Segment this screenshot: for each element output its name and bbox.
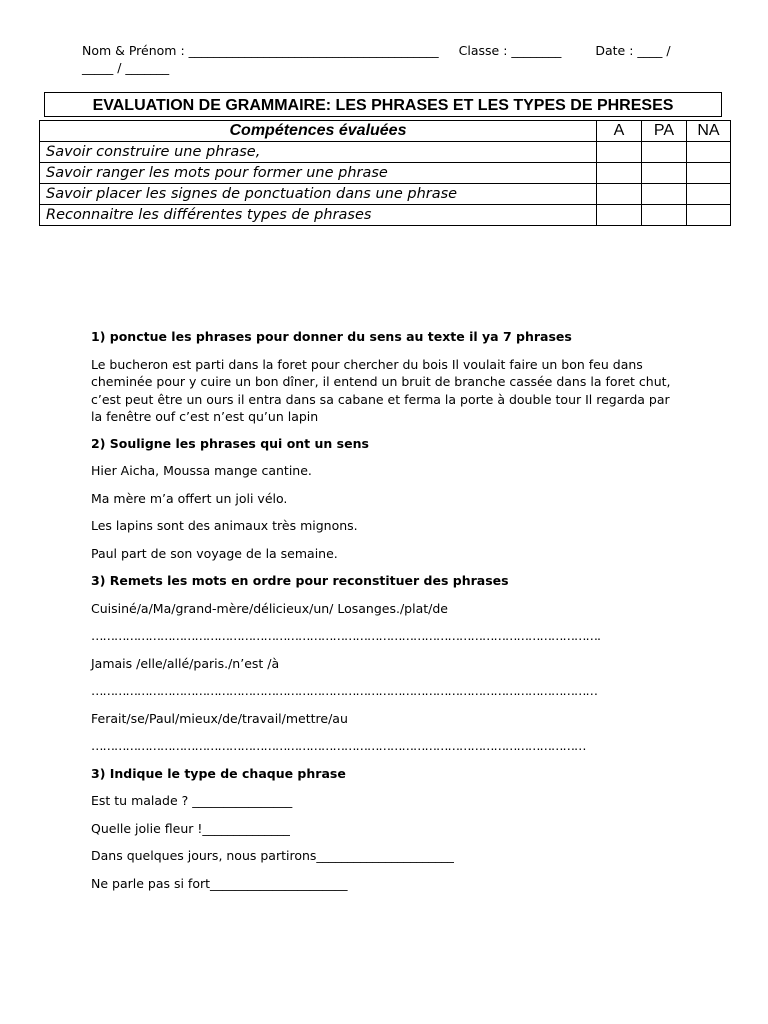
sentence-type-item[interactable]: Dans quelques jours, nous partirons______________________ [91,848,454,863]
exercises [91,328,681,902]
sentence-item: Les lapins sont des animaux très mignons. [91,518,358,533]
criterion-label: Savoir placer les signes de ponctuation dans une phrase [40,184,597,205]
answer-line[interactable]: ………………………………………………………………………………………………………………… [91,738,586,753]
sentence-type-item[interactable]: Est tu malade ? ________________ [91,793,293,808]
col-na-header: NA [687,121,731,142]
cell-pa[interactable] [642,184,687,205]
cell-pa[interactable] [642,163,687,184]
cell-a[interactable] [597,205,642,226]
sentence-item: Ma mère m’a offert un joli vélo. [91,490,288,506]
scrambled-words: Ferait/se/Paul/mieux/de/travail/mettre/au [91,710,348,726]
answer-line[interactable]: ……………………………………………………………………………………………………………………. [91,628,600,643]
date-field-continued[interactable]: _____ / _______ [82,60,170,75]
student-info-header [82,42,682,76]
name-field[interactable]: Nom & Prénom : ________________________________________ [82,43,439,58]
page-title: EVALUATION DE GRAMMAIRE: LES PHRASES ET LES TYPES DE PHRESES [44,92,722,117]
exercise-1-text: Le bucheron est parti dans la foret pour chercher du bois Il voulait faire un bon feu dans cheminée pour y cuire un bon dîner, il entend un bruit de branche cassée dans la foret chut, c’est peut être un ours il entra dans sa cabane et ferma la porte à double tour Il regarda par la fenêtre ouf c’est n’est qu’un lapin [91,356,671,424]
scrambled-words: Cuisiné/a/Ma/grand-mère/délicieux/un/ Losanges./plat/de [91,600,448,616]
competences-header-row [40,121,731,142]
col-pa-header: PA [642,121,687,142]
scrambled-words: Jamais /elle/allé/paris./n’est /à [91,655,280,671]
criterion-label: Savoir construire une phrase, [40,142,597,163]
exercise-4-question: 3) Indique le type de chaque phrase [91,765,346,781]
exercise-3-question: 3) Remets les mots en ordre pour reconstituer des phrases [91,573,509,588]
header-line-1 [82,42,682,59]
cell-a[interactable] [597,163,642,184]
table-row [40,184,731,205]
criterion-label: Savoir ranger les mots pour former une phrase [40,163,597,184]
date-field[interactable]: Date : ____ / [595,43,671,58]
table-row [40,163,731,184]
exercise-1-question: 1) ponctue les phrases pour donner du sens au texte il ya 7 phrases [91,329,572,344]
cell-a[interactable] [597,142,642,163]
cell-na[interactable] [687,205,731,226]
cell-a[interactable] [597,184,642,205]
col-a-header: A [597,121,642,142]
criterion-label: Reconnaitre les différentes types de phrases [40,205,597,226]
sentence-type-item[interactable]: Ne parle pas si fort______________________ [91,875,348,891]
exercise-2-question: 2) Souligne les phrases qui ont un sens [91,435,369,451]
table-row [40,205,731,226]
cell-na[interactable] [687,163,731,184]
sentence-item: Paul part de son voyage de la semaine. [91,545,338,561]
sentence-type-item[interactable]: Quelle jolie fleur !______________ [91,820,290,836]
answer-line[interactable]: …………………………………………………………………………………………………………………… [91,683,597,698]
competences-table [39,120,731,226]
cell-pa[interactable] [642,142,687,163]
sentence-item: Hier Aicha, Moussa mange cantine. [91,463,312,478]
cell-na[interactable] [687,184,731,205]
class-field[interactable]: Classe : ________ [458,43,562,58]
cell-pa[interactable] [642,205,687,226]
table-row [40,142,731,163]
competences-header: Compétences évaluées [40,121,597,142]
cell-na[interactable] [687,142,731,163]
